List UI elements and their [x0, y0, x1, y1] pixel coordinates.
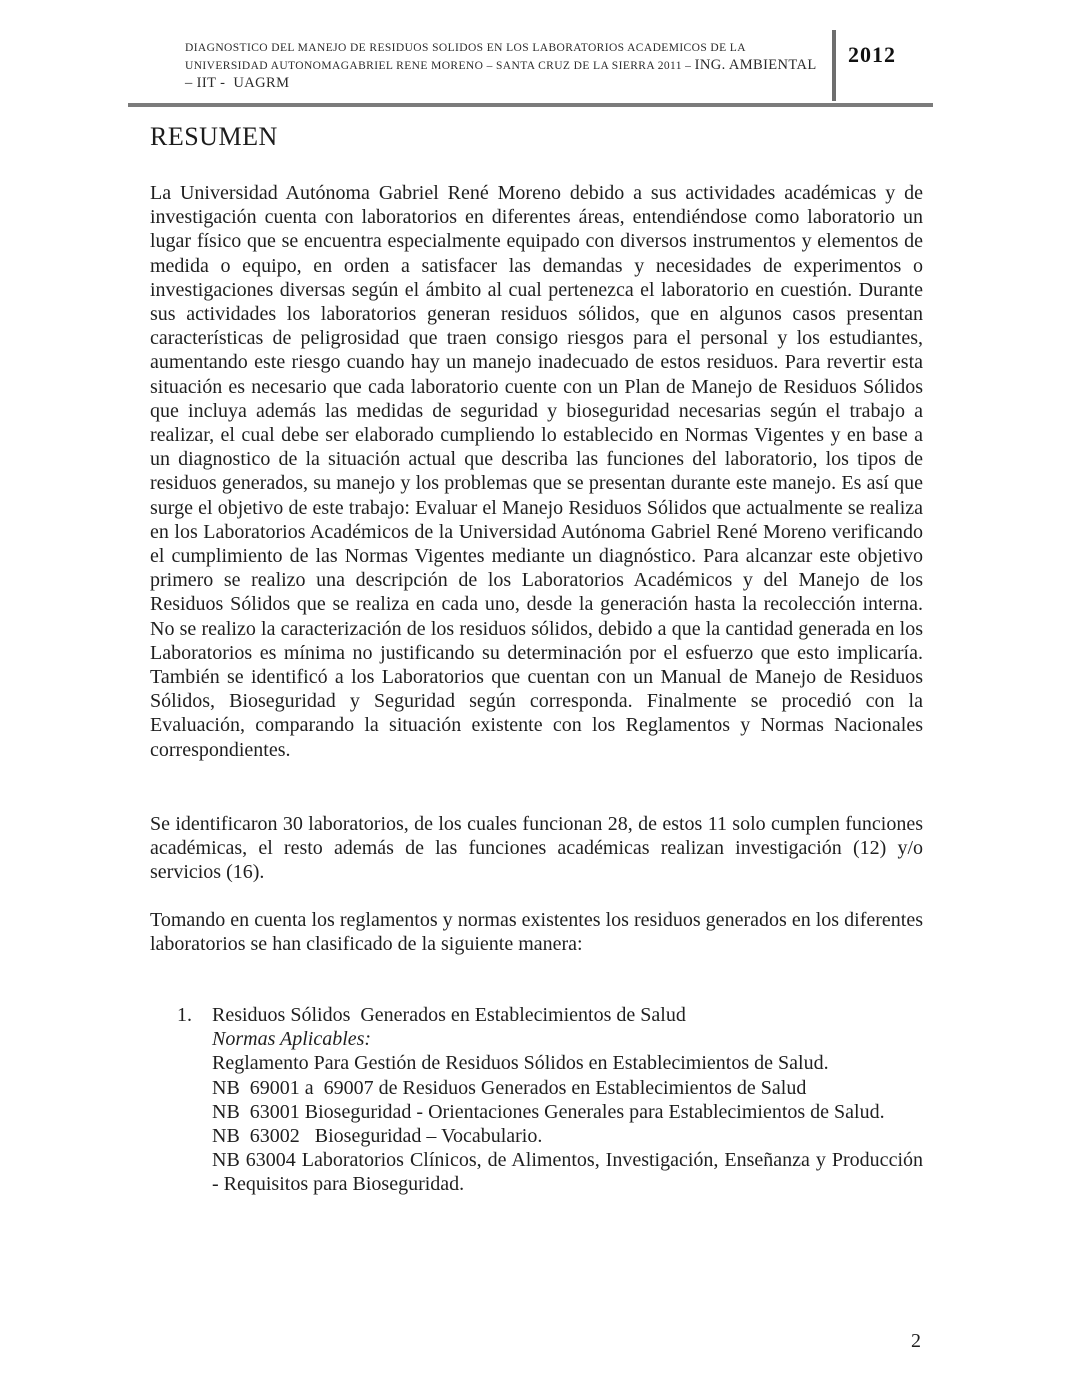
section-heading: RESUMEN — [150, 122, 278, 151]
list-item-title: Residuos Sólidos Generados en Establecimientos de Salud — [212, 1004, 686, 1026]
header-horizontal-rule — [128, 103, 933, 107]
list-item-subtitle: Normas Aplicables: — [212, 1028, 372, 1051]
numbered-list-item-1 — [177, 1003, 923, 1197]
list-item-number: 1. — [177, 1004, 192, 1026]
norm-line-reglamento: Reglamento Para Gestión de Residuos Sólidos en Establecimientos de Salud. — [212, 1052, 829, 1075]
norm-line-nb63002: NB 63002 Bioseguridad – Vocabulario. — [212, 1125, 543, 1148]
page-number: 2 — [911, 1330, 921, 1352]
header-title-line2-small: GABRIEL RENE MORENO – SANTA CRUZ DE LA SIERRA 2011 – — [340, 60, 695, 72]
paragraph-lab-counts: Se identificaron 30 laboratorios, de los cuales funcionan 28, de estos 11 solo cumplen funciones académicas, el resto además de las funciones académicas realizan investigación (12) y/o servicios (16). — [150, 813, 923, 884]
paragraph-summary: La Universidad Autónoma Gabriel René Moreno debido a sus actividades académicas y de investigación cuenta con laboratorios en diferentes áreas, entendiéndose como laboratorio un lugar físico que se encuentra especialmente equipado con diversos instrumentos y elementos de medida o equipo, en orden a satisfacer las demandas y necesidades de experimentos o investigaciones diversas según el ámbito al cual pertenezca el laboratorio en cuestión. Durante sus actividades los laboratorios generan residuos sólidos, que en algunos casos presentan características de peligrosidad que traen consigo riesgos para el personal y los estudiantes, aumentando este riesgo cuando hay un manejo inadecuado de estos residuos. Para revertir esta situación es necesario que cada laboratorio cuente con un Plan de Manejo de Residuos Sólidos que incluya además las medidas de seguridad y bioseguridad necesarias según el trabajo a realizar, el cual debe ser elaborado cumpliendo lo establecido en Normas Vigentes y en base a un diagnostico de la situación actual que describa las funciones del laboratorio, los tipos de residuos generados, su manejo y los problemas que se presentan durante este manejo. Es así que surge el objetivo de este trabajo: Evaluar el Manejo Residuos Sólidos que actualmente se realiza en los Laboratorios Académicos de la Universidad Autónoma Gabriel René Moreno verificando el cumplimiento de las Normas Vigentes mediante un diagnóstico. Para alcanzar este objetivo primero se realizo una descripción de los Laboratorios Académicos y del Manejo de los Residuos Sólidos que se realiza en cada uno, desde la generación hasta la recolección interna. No se realizo la caracterización de los residuos sólidos, debido a que la cantidad generada en los Laboratorios es mínima no justificando su determinación por el esfuerzo que esto implicaría. También se identificó a los Laboratorios que cuentan con un Manual de Manejo de Residuos Sólidos, Bioseguridad y Seguridad según corresponda. Finalmente se procedió con la Evaluación, comparando la situación existente con los Reglamentos y Normas Nacionales correspondientes. — [150, 182, 923, 761]
norm-line-nb63004: NB 63004 Laboratorios Clínicos, de Alimentos, Investigación, Enseñanza y Producción - Requisitos para Bioseguridad. — [212, 1149, 923, 1196]
header-title-line2-large: ING. AMBIENTAL – IIT - UAGRM — [185, 57, 821, 91]
page-header — [128, 30, 933, 107]
paragraph-classification-intro: Tomando en cuenta los reglamentos y normas existentes los residuos generados en los diferentes laboratorios se han clasificado de la siguiente manera: — [150, 909, 923, 956]
header-title — [128, 30, 832, 101]
header-year: 2012 — [848, 42, 896, 67]
norm-line-nb69001: NB 69001 a 69007 de Residuos Generados en Establecimientos de Salud — [212, 1076, 807, 1099]
norm-line-nb63001: NB 63001 Bioseguridad - Orientaciones Generales para Establecimientos de Salud. — [212, 1100, 885, 1123]
list-item-content — [212, 1003, 923, 1197]
header-title-line1: DIAGNOSTICO DEL MANEJO DE RESIDUOS SOLIDOS EN LOS LABORATORIOS ACADEMICOS DE LA UNIVERSIDAD AUTONOMA — [185, 42, 749, 72]
